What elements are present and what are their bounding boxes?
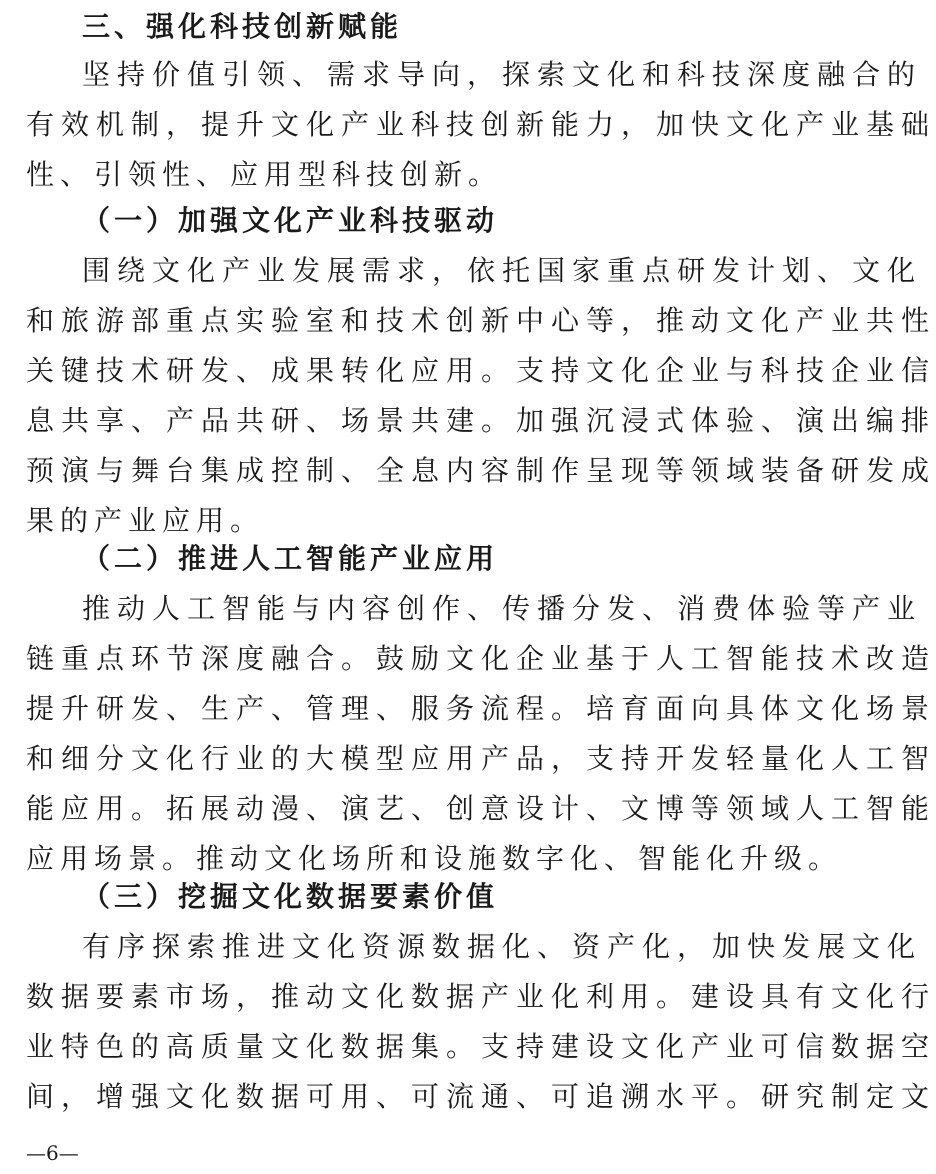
paragraph-line: 推动人工智能与内容创作、传播分发、消费体验等产业 — [82, 592, 923, 625]
paragraph-line: 能应用。拓展动漫、演艺、创意设计、文博等领域人工智能 — [26, 792, 936, 825]
paragraph-line: 和细分文化行业的大模型应用产品，支持开发轻量化人工智 — [26, 742, 936, 775]
paragraph-line: 链重点环节深度融合。鼓励文化企业基于人工智能技术改造 — [26, 642, 936, 675]
page-number: —6— — [26, 1141, 79, 1165]
paragraph-line: 业特色的高质量文化数据集。支持建设文化产业可信数据空 — [26, 1030, 936, 1063]
subsection-heading: （三）挖掘文化数据要素价值 — [82, 880, 499, 913]
subsection-heading: （二）推进人工智能产业应用 — [82, 542, 499, 575]
paragraph-line: 数据要素市场，推动文化数据产业化利用。建设具有文化行 — [26, 980, 936, 1013]
paragraph-line: 有序探索推进文化资源数据化、资产化，加快发展文化 — [82, 930, 923, 963]
paragraph-line: 性、引领性、应用型科技创新。 — [26, 158, 503, 191]
paragraph-line: 间，增强文化数据可用、可流通、可追溯水平。研究制定文 — [26, 1080, 936, 1113]
paragraph-line: 果的产业应用。 — [26, 504, 265, 537]
paragraph-line: 预演与舞台集成控制、全息内容制作呈现等领域装备研发成 — [26, 454, 936, 487]
paragraph-line: 息共享、产品共研、场景共建。加强沉浸式体验、演出编排 — [26, 404, 936, 437]
paragraph-line: 和旅游部重点实验室和技术创新中心等，推动文化产业共性 — [26, 304, 936, 337]
paragraph-line: 坚持价值引领、需求导向，探索文化和科技深度融合的 — [82, 58, 923, 91]
subsection-heading: （一）加强文化产业科技驱动 — [82, 204, 499, 237]
section-heading: 三、强化科技创新赋能 — [82, 10, 403, 43]
paragraph-line: 关键技术研发、成果转化应用。支持文化企业与科技企业信 — [26, 354, 936, 387]
paragraph-line: 提升研发、生产、管理、服务流程。培育面向具体文化场景 — [26, 692, 936, 725]
paragraph-line: 围绕文化产业发展需求，依托国家重点研发计划、文化 — [82, 254, 923, 287]
paragraph-line: 应用场景。推动文化场所和设施数字化、智能化升级。 — [26, 842, 843, 875]
paragraph-line: 有效机制，提升文化产业科技创新能力，加快文化产业基础 — [26, 108, 936, 141]
